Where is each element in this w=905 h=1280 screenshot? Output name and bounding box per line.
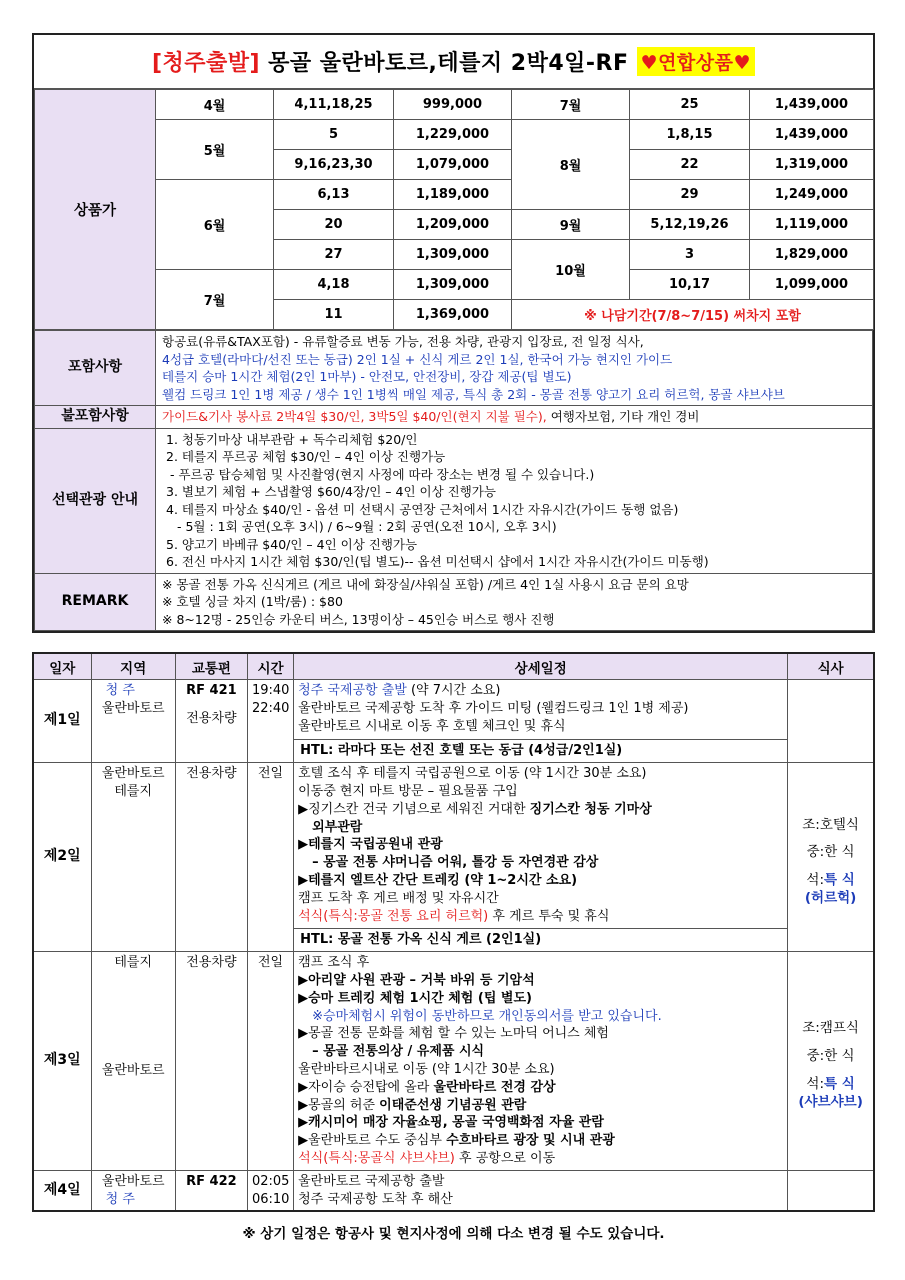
transport-mode: 전용차량	[186, 710, 237, 726]
schedule-text: ▶징기스칸 건국 기념으로 세워진 거대한	[298, 801, 530, 817]
time-cell: 전일	[247, 763, 293, 952]
meal-dinner-detail: (허르헉)	[804, 889, 857, 906]
dates-cell: 3	[630, 240, 750, 270]
month-cell: 7월	[156, 270, 274, 330]
price-cell: 1,319,000	[750, 150, 874, 180]
schedule-highlight: 수흐바타르 광장 및 시내 관광	[446, 1133, 615, 1149]
price-cell: 1,369,000	[394, 300, 512, 330]
time-cell	[247, 1170, 293, 1211]
dates-cell: 5,12,19,26	[630, 210, 750, 240]
hotel-line: HTL: 라마다 또는 선진 호텔 또는 동급 (4성급/2인1실)	[294, 739, 787, 760]
hotel-line: HTL: 몽골 전통 가옥 신식 게르 (2인1실)	[294, 928, 787, 949]
header-schedule: 상세일정	[294, 653, 788, 680]
dates-cell: 6,13	[274, 180, 394, 210]
optional-line: 1. 청동기마상 내부관람 + 독수리체험 $20/인	[166, 431, 418, 447]
day-label: 제3일	[33, 952, 91, 1171]
schedule-line: ▶아리얄 사원 관광 – 거북 바위 등 기암석	[298, 972, 535, 988]
dates-cell: 1,8,15	[630, 120, 750, 150]
schedule-highlight: 석식(특식:몽골식 샤브샤브)	[298, 1150, 455, 1166]
footer-note: ※ 상기 일정은 항공사 및 현지사정에 의해 다소 변경 될 수도 있습니다.	[242, 1226, 665, 1242]
month-cell: 4월	[156, 90, 274, 120]
schedule-line: 호텔 조식 후 테를지 국립공원으로 이동 (약 1시간 30분 소요)	[298, 766, 647, 782]
price-cell: 1,309,000	[394, 270, 512, 300]
meal-cell	[788, 1170, 874, 1211]
dates-cell: 11	[274, 300, 394, 330]
remark-line: ※ 8~12명 - 25인승 카운티 버스, 13명이상 – 45인승 버스로 행사 진행	[162, 611, 555, 627]
month-cell: 10월	[512, 240, 630, 300]
flight-number: RF 421	[186, 683, 237, 698]
includes-line: 테를지 승마 1시간 체험(2인 1마부) - 안전모, 안전장비, 장갑 제공(팁 별도)	[162, 369, 572, 384]
schedule-line: – 몽골 전통 샤머니즘 어워, 톨강 등 자연경관 감상	[312, 855, 599, 871]
optional-line: 4. 테를지 마상쇼 $40/인 - 옵션 미 선택시 공연장 근처에서 1시간 자유시간(가이드 동행 없음)	[166, 501, 679, 517]
optional-line: - 푸르공 탑승체험 및 사진촬영(현지 사정에 따라 장소는 변경 될 수 있습니다.)	[170, 466, 595, 482]
schedule-line: ▶캐시미어 매장 자율쇼핑, 몽골 국영백화점 자율 관람	[298, 1115, 604, 1131]
price-table	[34, 89, 874, 330]
time-cell: 전일	[247, 952, 293, 1171]
page-title	[34, 35, 873, 89]
remark-label: REMARK	[35, 573, 156, 631]
surcharge-note: ※ 나담기간(7/8~7/15) 써차지 포함	[512, 300, 874, 330]
price-cell: 1,829,000	[750, 240, 874, 270]
dates-cell: 25	[630, 90, 750, 120]
schedule-line: 이동중 현지 마트 방문 – 필요물품 구입	[298, 783, 518, 799]
dates-cell: 27	[274, 240, 394, 270]
transport-mode: 전용차량	[175, 763, 247, 952]
price-cell: 1,119,000	[750, 210, 874, 240]
dates-cell: 9,16,23,30	[274, 150, 394, 180]
schedule-line: 울란바토르 시내로 이동 후 호텔 체크인 및 휴식	[298, 718, 566, 734]
dates-cell: 20	[274, 210, 394, 240]
region-origin-text: 청 주	[105, 683, 135, 698]
region-cell	[91, 763, 175, 952]
region-cell	[91, 680, 175, 763]
region-origin: 울란바토르	[101, 766, 165, 782]
remark-content	[156, 573, 873, 631]
meal-breakfast: 조:호텔식	[802, 816, 859, 833]
schedule-line	[298, 908, 783, 926]
transport-mode: 전용차량	[175, 952, 247, 1171]
excludes-rest: 여행자보험, 기타 개인 경비	[546, 409, 700, 424]
schedule-line: 청주 국제공항 도착 후 해산	[298, 1191, 453, 1207]
meal-dinner-special: 특 식	[824, 872, 855, 889]
region-cell	[91, 952, 175, 1171]
month-cell: 9월	[512, 210, 630, 240]
schedule-highlight: 이태준선생 기념공원 관람	[379, 1097, 527, 1113]
price-cell: 1,249,000	[750, 180, 874, 210]
day-label: 제4일	[33, 1170, 91, 1211]
region-origin	[96, 682, 171, 700]
meal-dinner-prefix: 석:	[806, 872, 825, 889]
optional-label: 선택관광 안내	[35, 428, 156, 573]
schedule-line: ▶몽골 전통 문화를 체험 할 수 있는 노마딕 어니스 체험	[298, 1026, 609, 1042]
month-cell: 6월	[156, 180, 274, 270]
header-transport: 교통편	[175, 653, 247, 680]
schedule-line: ※승마체험시 위험이 동반하므로 개인동의서를 받고 있습니다.	[312, 1008, 662, 1024]
meal-dinner-detail: (샤브샤브)	[798, 1093, 863, 1110]
optional-line: 6. 전신 마사지 1시간 체험 $30/인(팁 별도)-- 옵션 미선택시 샵에서 1시간 자유시간(가이드 미동행)	[166, 554, 709, 569]
schedule-line: ▶승마 트레킹 체험 1시간 체험 (팁 별도)	[298, 990, 532, 1006]
price-cell: 1,439,000	[750, 120, 874, 150]
info-table	[34, 330, 873, 631]
price-cell: 999,000	[394, 90, 512, 120]
transport-cell	[175, 680, 247, 763]
schedule-line: ▶테를지 엘트산 간단 트레킹 (약 1~2시간 소요)	[298, 872, 578, 888]
excludes-label: 불포함사항	[35, 406, 156, 429]
remark-line: ※ 호텔 싱글 차지 (1박/룸) : $80	[162, 594, 343, 609]
schedule-line	[298, 1097, 783, 1115]
schedule-cell	[294, 680, 788, 763]
dates-cell: 29	[630, 180, 750, 210]
schedule-line: 울란바타르시내로 이동 (약 1시간 30분 소요)	[298, 1061, 555, 1077]
schedule-text: (약 7시간 소요)	[406, 683, 501, 698]
region-origin: 테를지	[114, 955, 153, 971]
header-meal: 식사	[788, 653, 874, 680]
title-prefix: [청주출발]	[151, 51, 261, 76]
includes-label: 포함사항	[35, 331, 156, 406]
dates-cell: 10,17	[630, 270, 750, 300]
meal-breakfast: 조:캠프식	[802, 1020, 859, 1037]
meal-lunch: 중:한 식	[806, 1048, 855, 1065]
region-dest: 테를지	[114, 783, 153, 799]
price-cell: 1,079,000	[394, 150, 512, 180]
schedule-line	[298, 801, 783, 819]
schedule-highlight: 청주 국제공항 출발	[298, 683, 407, 698]
header-region: 지역	[91, 653, 175, 680]
time-arrive: 06:10	[251, 1191, 290, 1207]
optional-line: 3. 별보기 체험 + 스냅촬영 $60/4장/인 – 4인 이상 진행가능	[166, 484, 496, 499]
includes-content	[156, 331, 873, 406]
month-cell: 5월	[156, 120, 274, 180]
includes-line: 4성급 호텔(라마다/선진 또는 동급) 2인 1실 + 신식 게르 2인 1실, 한국어 가능 현지인 가이드	[162, 351, 673, 367]
schedule-line: 울란바토르 국제공항 출발	[298, 1173, 445, 1189]
itinerary-table	[32, 652, 875, 1212]
schedule-cell	[294, 1170, 788, 1211]
month-cell: 8월	[512, 120, 630, 210]
schedule-line: 캠프 조식 후	[298, 955, 370, 971]
price-cell: 1,209,000	[394, 210, 512, 240]
dates-cell: 22	[630, 150, 750, 180]
time-depart: 19:40	[251, 683, 290, 698]
meal-cell	[788, 952, 874, 1171]
schedule-line: 외부관람	[312, 819, 363, 835]
meal-dinner-prefix: 석:	[806, 1075, 825, 1092]
includes-line: 항공료(유류&TAX포함) - 유류할증료 변동 가능, 전용 차량, 관광지 입장료, 전 일정 식사,	[162, 334, 644, 349]
meal-dinner	[792, 1076, 869, 1094]
header-time: 시간	[247, 653, 293, 680]
schedule-line	[298, 1150, 783, 1168]
schedule-highlight: 석식(특식:몽골 전통 요리 허르헉)	[298, 908, 489, 924]
meal-cell	[788, 680, 874, 763]
schedule-cell	[294, 763, 788, 952]
region-dest: 울란바토르	[101, 1062, 165, 1078]
dates-cell: 4,18	[274, 270, 394, 300]
product-summary	[32, 33, 875, 633]
price-cell: 1,309,000	[394, 240, 512, 270]
schedule-text: ▶울란바토르 수도 중심부	[298, 1133, 447, 1149]
schedule-text: ▶몽골의 허준	[298, 1097, 380, 1113]
flight-number: RF 422	[175, 1170, 247, 1211]
day-label: 제1일	[33, 680, 91, 763]
title-badge: ♥연합상품♥	[637, 47, 755, 76]
optional-line: 5. 양고기 바베큐 $40/인 – 4인 이상 진행가능	[166, 536, 418, 552]
schedule-text: 후 공항으로 이동	[454, 1150, 556, 1166]
month-cell: 7월	[512, 90, 630, 120]
schedule-line: 울란바토르 국제공항 도착 후 가이드 미팅 (웰컴드링크 1인 1병 제공)	[298, 700, 689, 716]
excludes-highlight: 가이드&기사 봉사료 2박4일 $30/인, 3박5일 $40/인(현지 지불 필수),	[162, 409, 547, 424]
schedule-text: ▶자이승 승전탑에 올라	[298, 1079, 434, 1095]
region-cell	[91, 1170, 175, 1211]
schedule-text: 후 게르 투숙 및 휴식	[488, 908, 610, 924]
includes-line: 웰컴 드링크 1인 1병 제공 / 생수 1인 1병씩 매일 제공, 특식 총 2회 - 몽골 전통 양고기 요리 허르헉, 몽골 샤브샤브	[162, 386, 785, 402]
meal-cell	[788, 763, 874, 952]
title-main: 몽골 울란바토르,테를지 2박4일-RF	[268, 51, 629, 76]
day-label: 제2일	[33, 763, 91, 952]
meal-dinner	[792, 872, 869, 890]
dates-cell: 5	[274, 120, 394, 150]
meal-dinner-special: 특 식	[824, 1075, 855, 1092]
optional-content	[156, 428, 873, 573]
schedule-cell	[294, 952, 788, 1171]
time-arrive: 22:40	[251, 700, 290, 716]
dates-cell: 4,11,18,25	[274, 90, 394, 120]
price-label: 상품가	[35, 90, 156, 330]
schedule-highlight: 징기스칸 청동 기마상	[529, 801, 652, 817]
schedule-line	[298, 1079, 783, 1097]
optional-line: - 5월 : 1회 공연(오후 3시) / 6~9월 : 2회 공연(오전 10시, 오후 3시)	[177, 519, 557, 534]
time-depart: 02:05	[251, 1173, 290, 1189]
schedule-line: 캠프 도착 후 게르 배정 및 자유시간	[298, 890, 499, 906]
region-origin: 울란바토르	[101, 1173, 165, 1189]
schedule-line	[298, 1132, 783, 1150]
region-dest	[96, 1191, 171, 1209]
schedule-line: ▶테를지 국립공원내 관광	[298, 837, 443, 853]
schedule-highlight: 울란바타르 전경 감상	[433, 1079, 556, 1095]
price-cell: 1,099,000	[750, 270, 874, 300]
schedule-line: – 몽골 전통의상 / 유제품 시식	[312, 1044, 485, 1060]
region-dest-text: 청 주	[105, 1191, 135, 1207]
excludes-content	[156, 406, 873, 429]
remark-line: ※ 몽골 전통 가옥 신식게르 (게르 내에 화장실/샤워실 포함) /게르 4인 1실 사용시 요금 문의 요망	[162, 576, 689, 592]
price-cell: 1,229,000	[394, 120, 512, 150]
price-cell: 1,439,000	[750, 90, 874, 120]
schedule-line	[298, 682, 783, 700]
optional-line: 2. 테를지 푸르공 체험 $30/인 – 4인 이상 진행가능	[166, 449, 446, 464]
header-day: 일자	[33, 653, 91, 680]
meal-lunch: 중:한 식	[806, 844, 855, 861]
region-dest: 울란바토르	[101, 700, 165, 716]
price-cell: 1,189,000	[394, 180, 512, 210]
time-cell	[247, 680, 293, 763]
